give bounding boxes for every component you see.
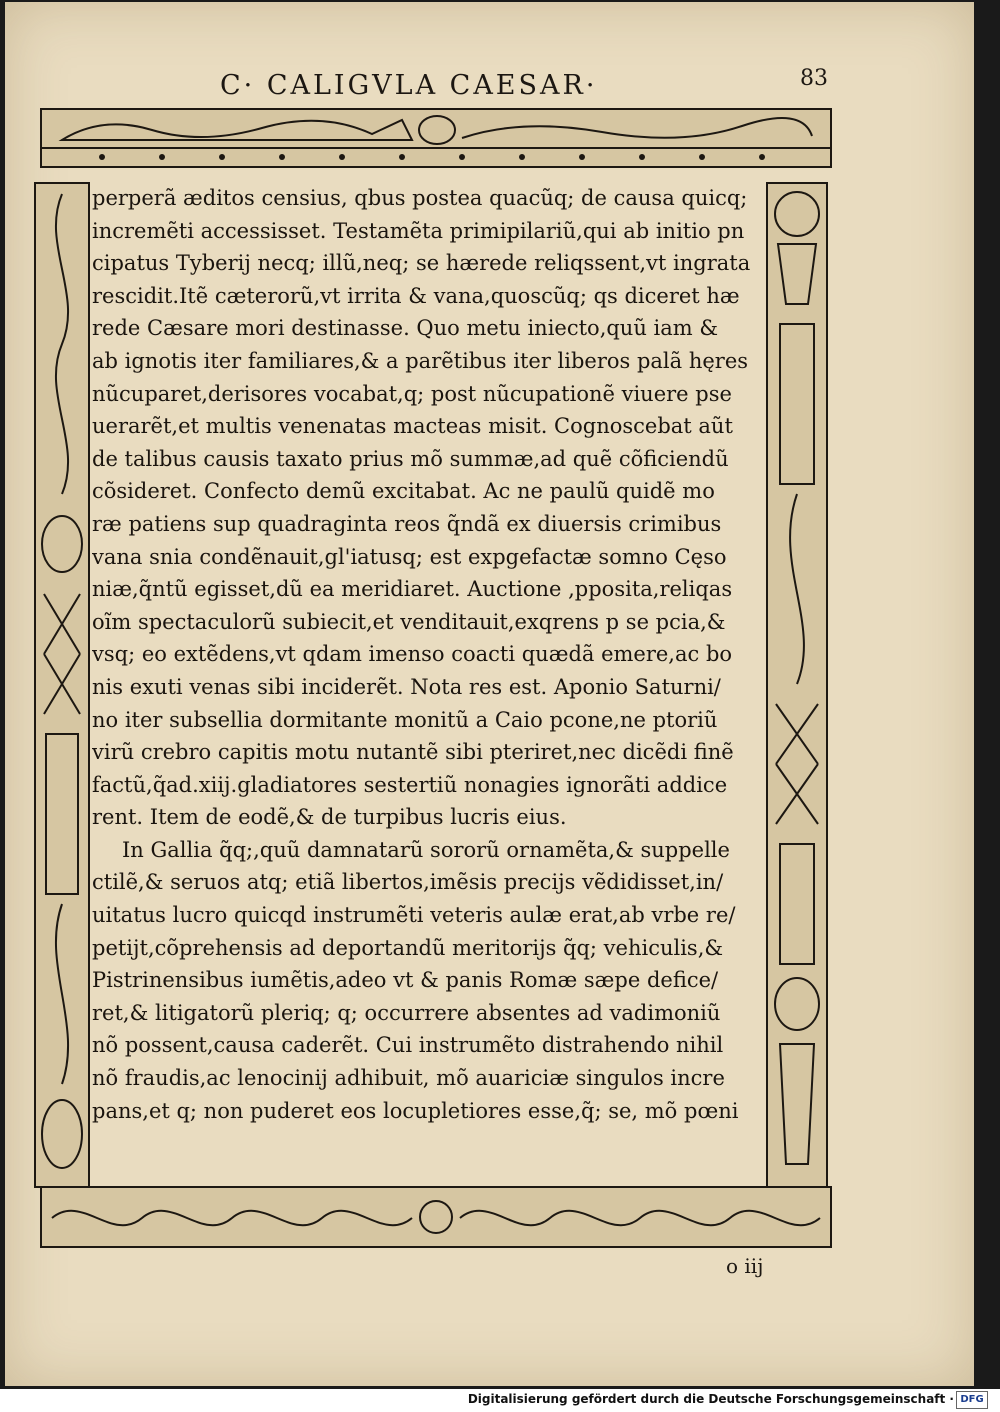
text-line: niæ,q̃ntũ egisset,dũ ea meridiaret. Auctione ,pposita,reliqas [92,577,733,602]
text-line: Pistrinensibus iumẽtis,adeo vt & panis Romæ sæpe defice/ [92,968,719,993]
section-heading-line: rent. Item de eodẽ,& de turpibus lucris eius. [92,805,567,830]
text-line: nõ fraudis,ac lenocinij adhibuit, mõ auariciæ singulos incre [92,1066,725,1091]
text-line: uerarẽt,et multis venenatas macteas misit. Cognoscebat aũt [92,414,733,439]
text-line: nõ possent,causa caderẽt. Cui instrumẽto distrahendo nihil [92,1033,724,1058]
text-line: vana snia condẽnauit,gl'iatusq; est expgefactæ somno Cęso [92,544,727,569]
text-line: cõsideret. Confecto demũ excitabat. Ac ne paulũ quidẽ mo [92,479,715,504]
running-title: C· CALIGVLA CAESAR· [220,70,598,101]
text-line: rede Cæsare mori destinasse. Quo metu iniecto,quũ iam & [92,316,719,341]
text-line: ctilẽ,& seruos atq; etiã libertos,imẽsis precijs vẽdidisset,in/ [92,870,724,895]
text-line: pans,et q; non puderet eos locupletiores esse,q̃; se, mõ pœni [92,1098,739,1123]
text-line: perperã æditos censius, qbus postea quacũq; de causa quicq; [92,186,748,210]
body-text [92,182,764,1127]
text-line: factũ,q̃ad.xiij.gladiatores sestertiũ nonagies ignorãti addice [92,772,728,797]
text-line: ab ignotis iter familiares,& a parẽtibus iter liberos palã hęres [92,348,749,373]
digitization-footer [0,1389,1000,1412]
top-border-woodcut [40,108,832,168]
text-line: ræ patiens sup quadraginta reos q̃ndã ex diuersis crimibus [92,511,722,536]
text-line: ret,& litigatorũ pleriq; q; occurrere absentes ad vadimoniũ [92,1000,721,1025]
text-line: oĩm spectaculorũ subiecit,et venditauit,exqrens p se pcia,& [92,609,726,634]
text-line: cipatus Tyberij necq; illũ,neq; se hærede reliqssent,vt ingrata [92,251,751,276]
signature-mark: o iij [726,1254,764,1278]
right-border-column [766,182,828,1188]
funding-credit: Digitalisierung gefördert durch die Deutsche Forschungsgemeinschaft · [467,1392,954,1406]
text-line: rescidit.Itẽ cæterorũ,vt irrita & vana,quoscũq; qs diceret hæ [92,283,740,308]
text-line: no iter subsellia dormitante monitũ a Caio pcone,ne ptoriũ [92,707,718,732]
left-border-column [34,182,90,1188]
text-line: virũ crebro capitis motu nutantẽ sibi pteriret,nec dicẽdi finẽ [92,740,734,765]
text-line: In Gallia q̃q;,quũ damnatarũ sororũ ornamẽta,& suppelle [122,837,730,862]
dfg-logo[interactable]: DFG [956,1391,988,1409]
text-line: vsq; eo extẽdens,vt qdam imenso coacti quædã emere,ac bo [92,642,733,667]
text-line: uitatus lucro quicqd instrumẽti veteris aulæ erat,ab vrbe re/ [92,903,736,928]
text-line: incremẽti accessisset. Testamẽta primipilariũ,qui ab initio pn [92,218,745,243]
text-line: petijt,cõprehensis ad deportandũ meritorijs q̃q; vehiculis,& [92,935,724,960]
text-line: de talibus causis taxato prius mõ summæ,ad quẽ cõficiendũ [92,446,729,471]
page-number: 83 [800,66,828,91]
text-line: nis exuti venas sibi inciderẽt. Nota res est. Aponio Saturni/ [92,674,721,699]
text-line: nũcuparet,derisores vocabat,q; post nũcupationẽ viuere pse [92,381,732,406]
bottom-border-woodcut [40,1186,832,1248]
